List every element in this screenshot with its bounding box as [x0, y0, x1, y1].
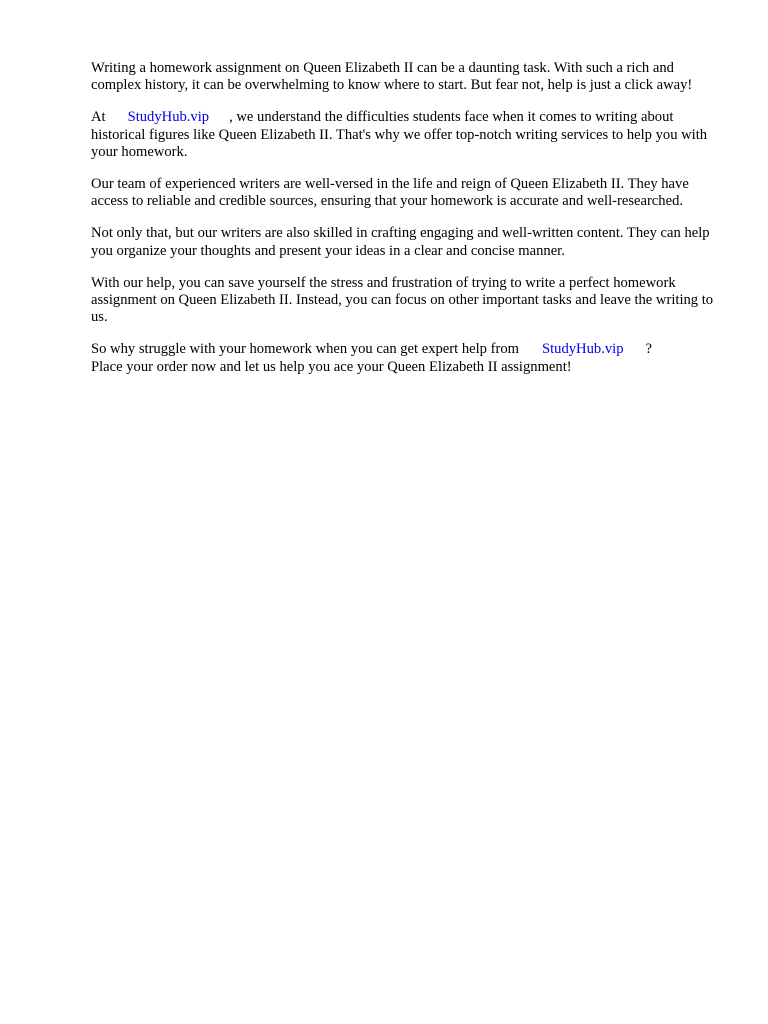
paragraph-intro: Writing a homework assignment on Queen Elizabeth II can be a daunting task. With such a rich and complex history, it can be overwhelming to know where to start. But fear not, help is just a click away! [91, 60, 693, 94]
document-body [91, 60, 725, 391]
paragraph-skills: Not only that, but our writers are also skilled in crafting engaging and well-written content. They can help you organize your thoughts and present your ideas in a clear and concise manner. [91, 225, 710, 259]
paragraph-continuation-text: , we understand the difficulties students face when it comes to writing about historical figures like Queen Elizabeth II. That's why we offer top-notch writing services to help you with your homework. [91, 109, 708, 160]
paragraph-call-to-action [91, 341, 725, 375]
paragraph-benefits: With our help, you can save yourself the stress and frustration of trying to write a perfect homework assignment on Queen Elizabeth II. Instead, you can focus on other important tasks and leave the writing to us. [91, 274, 714, 326]
paragraph-lead-text: At [91, 109, 106, 126]
cta-question-mark: ? [645, 341, 652, 358]
paragraph-writers: Our team of experienced writers are well-versed in the life and reign of Queen Elizabeth II. They have access to reliable and credible sources, ensuring that your homework is accurate and well-researched. [91, 176, 689, 210]
paragraph-studyhub-intro [91, 109, 725, 161]
cta-closing-text: Place your order now and let us help you ace your Queen Elizabeth II assignment! [91, 358, 572, 375]
cta-lead-text: So why struggle with your homework when you can get expert help from [91, 341, 519, 358]
studyhub-link[interactable]: StudyHub.vip [127, 109, 210, 126]
studyhub-link-cta[interactable]: StudyHub.vip [542, 341, 624, 358]
